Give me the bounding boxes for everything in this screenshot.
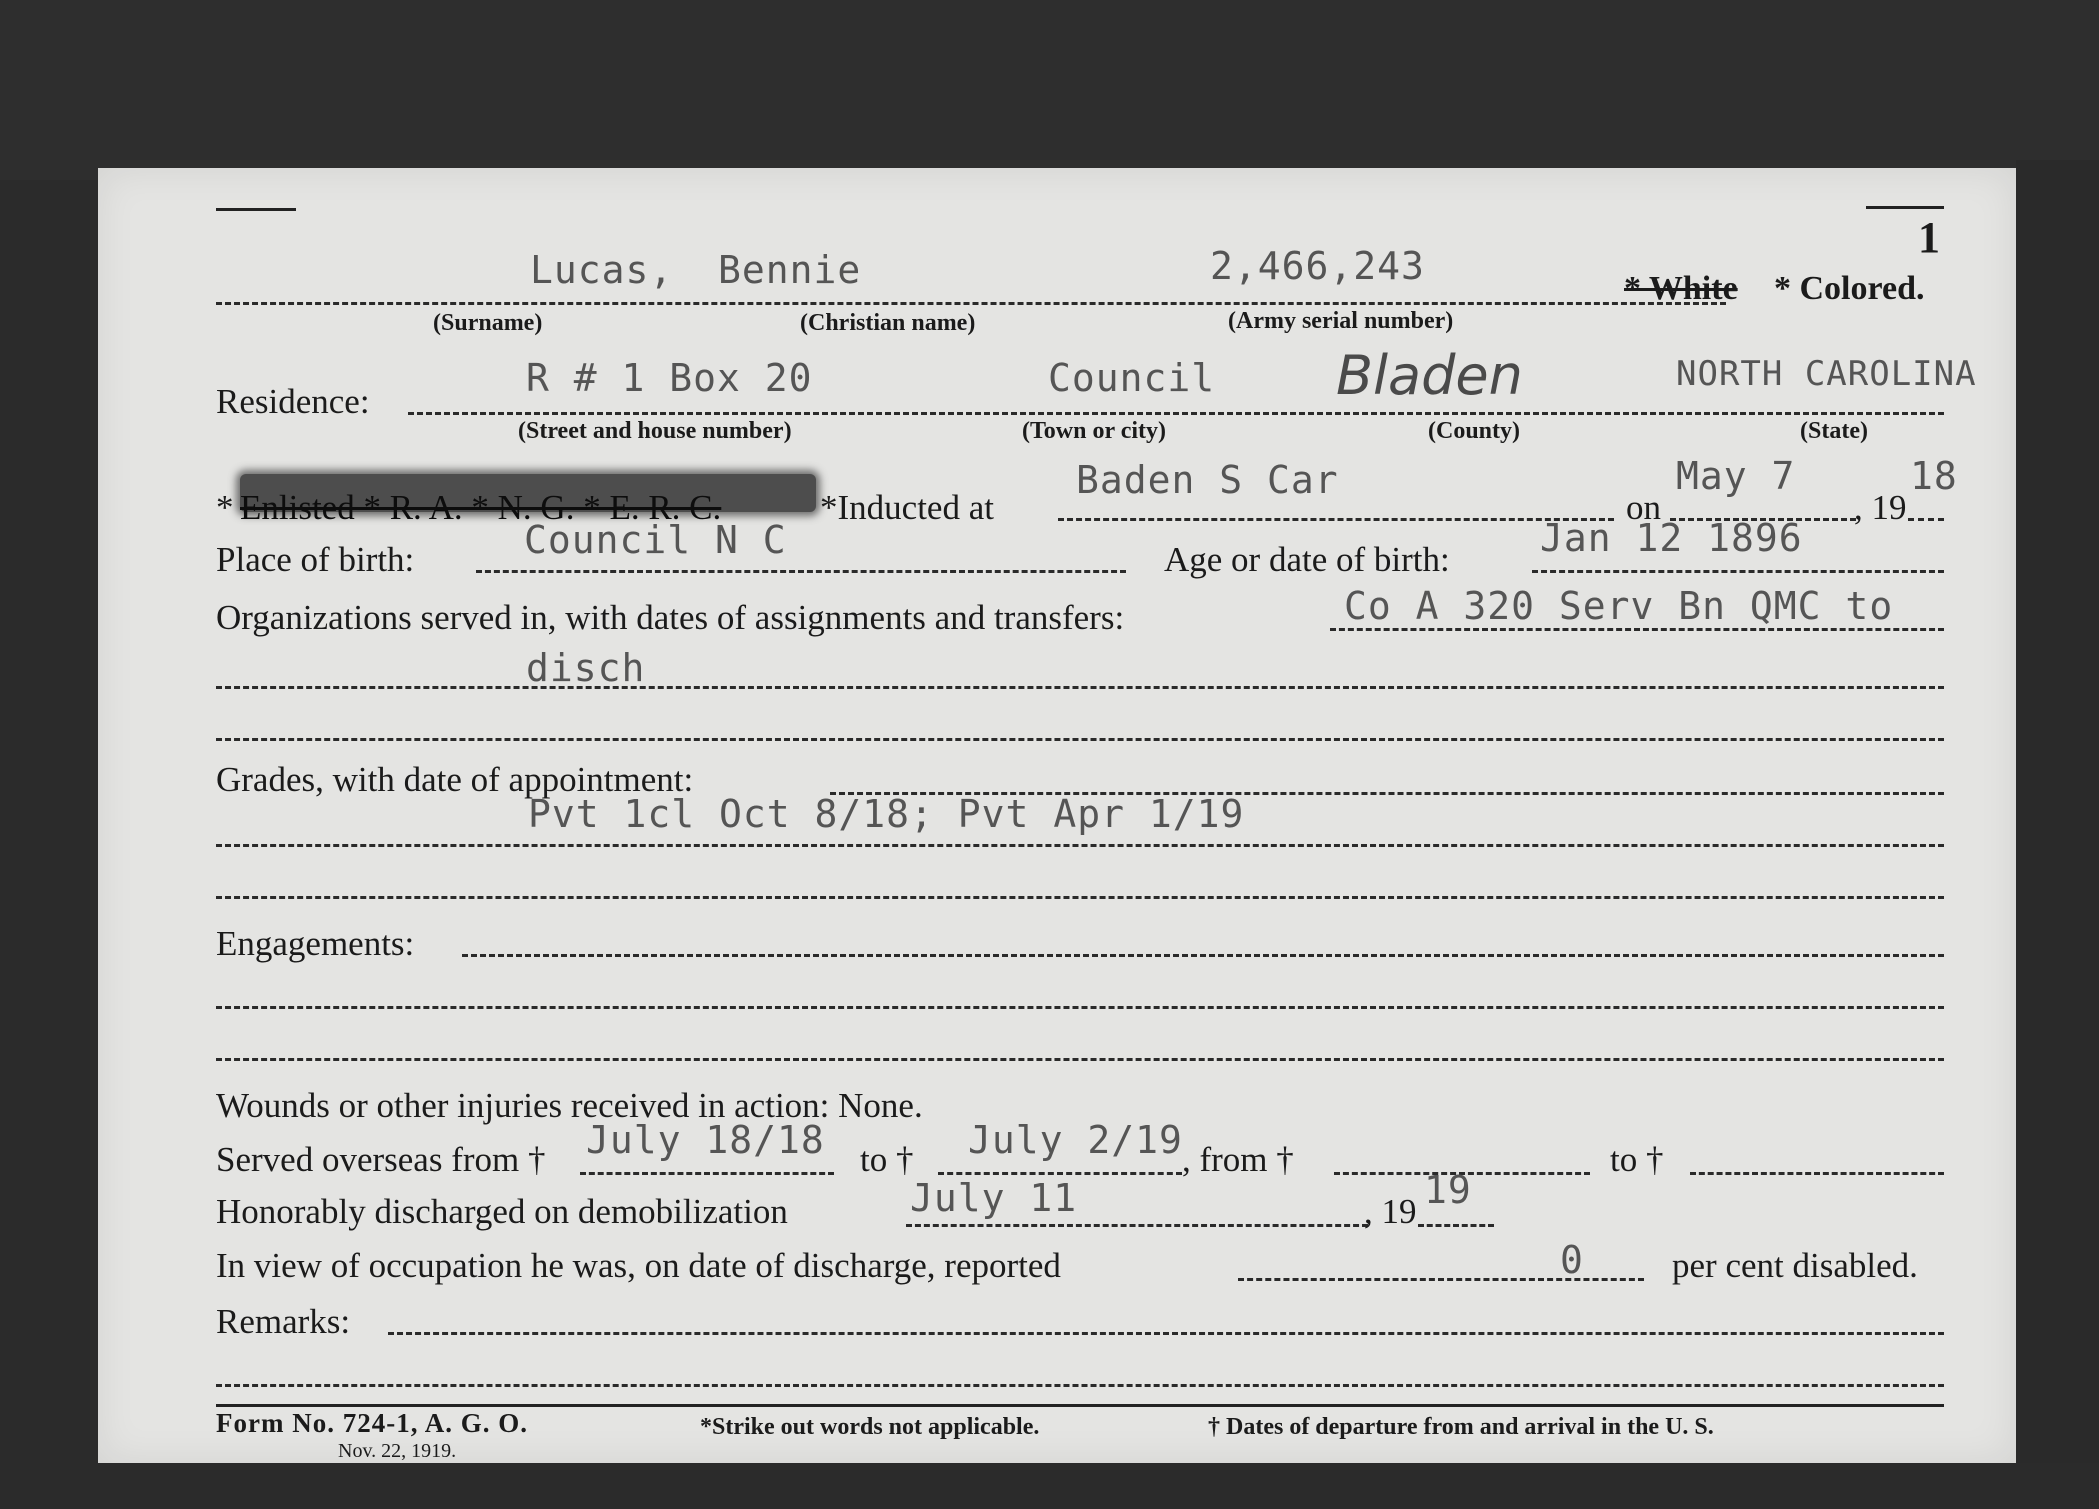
induction-year-line [1908, 518, 1944, 521]
residence-state-value: NORTH CAROLINA [1676, 354, 1977, 394]
form-number: Form No. 724-1, A. G. O. [216, 1408, 528, 1438]
remarks-label: Remarks: [216, 1302, 351, 1341]
organizations-line2 [216, 686, 1944, 689]
county-caption: (County) [1428, 418, 1521, 444]
disability-percent-value: 0 [1560, 1238, 1584, 1282]
overseas-from-label: Served overseas from † [216, 1140, 546, 1179]
strike-note: *Strike out words not applicable. [700, 1414, 1040, 1440]
organizations-line1 [1330, 628, 1944, 631]
birth-date-value: Jan 12 1896 [1540, 516, 1803, 560]
card-number: 1 [1918, 213, 1940, 262]
street-caption: (Street and house number) [518, 418, 792, 444]
engagements-label: Engagements: [216, 924, 415, 963]
place-of-birth-line [476, 570, 1126, 573]
overseas-from2-label: , from † [1182, 1140, 1294, 1179]
residence-county-value: Bladen [1336, 344, 1523, 407]
christian-name-value: Bennie [718, 248, 862, 292]
form-date: Nov. 22, 1919. [338, 1440, 457, 1462]
state-caption: (State) [1800, 418, 1868, 444]
footer-rule [216, 1404, 1944, 1407]
residence-town-value: Council [1048, 356, 1216, 400]
disability-label: In view of occupation he was, on date of discharge, reported [216, 1246, 1061, 1285]
town-caption: (Town or city) [1022, 418, 1166, 444]
on-label: on [1626, 488, 1661, 527]
overseas-to-label: to † [860, 1140, 914, 1179]
overseas-to2-label: to † [1610, 1140, 1664, 1179]
race-colored: * Colored. [1774, 270, 1925, 307]
surname-caption: (Surname) [433, 310, 543, 336]
name-line [216, 302, 1726, 305]
overseas-to2-line [1690, 1172, 1944, 1175]
discharge-year-value: 19 [1424, 1168, 1472, 1212]
engagements-line1 [462, 954, 1944, 957]
birth-date-label: Age or date of birth: [1164, 540, 1450, 579]
scan-background-right [2016, 160, 2099, 1470]
place-of-birth-value: Council N C [524, 518, 787, 562]
discharge-label: Honorably discharged on demobilization [216, 1192, 788, 1231]
service-record-card [98, 168, 2016, 1463]
inducted-at-label: *Inducted at [820, 488, 994, 527]
organizations-line3 [216, 738, 1944, 741]
grades-value: Pvt 1cl Oct 8/18; Pvt Apr 1/19 [528, 792, 1245, 836]
race-white: * White [1624, 270, 1738, 307]
serial-number-value: 2,466,243 [1210, 244, 1425, 288]
dagger-note: † Dates of departure from and arrival in the U. S. [1208, 1414, 1714, 1440]
corner-rule-left [216, 208, 296, 211]
overseas-from-line [580, 1172, 834, 1175]
induction-date-value: May 7 [1676, 454, 1796, 498]
birth-date-line [1532, 570, 1944, 573]
engagements-line3 [216, 1058, 1944, 1061]
induction-year-prefix: , 19 [1854, 488, 1907, 527]
overseas-to-value: July 2/19 [968, 1118, 1183, 1162]
christian-name-caption: (Christian name) [800, 310, 976, 336]
grades-label: Grades, with date of appointment: [216, 760, 694, 799]
organizations-line2-value: disch [526, 646, 646, 690]
discharge-date-line [906, 1224, 1368, 1227]
discharge-date-value: July 11 [910, 1176, 1078, 1220]
organizations-line1-value: Co A 320 Serv Bn QMC to [1344, 584, 1894, 628]
inducted-place-line [1058, 518, 1614, 521]
induction-year-value: 18 [1910, 454, 1958, 498]
overseas-from-value: July 18/18 [586, 1118, 825, 1162]
serial-number-caption: (Army serial number) [1228, 308, 1454, 334]
grades-line3 [216, 896, 1944, 899]
enlisted-options: Enlisted * R. A. * N. G. * E. R. C. [240, 488, 722, 527]
engagements-line2 [216, 1006, 1944, 1009]
remarks-line2 [216, 1384, 1944, 1387]
disability-suffix: per cent disabled. [1672, 1246, 1918, 1285]
inducted-place-value: Baden S Car [1076, 458, 1339, 502]
wounds-text: Wounds or other injuries received in action: None. [216, 1086, 923, 1125]
induction-star: * [216, 488, 234, 527]
grades-line2 [216, 844, 1944, 847]
corner-rule-right [1866, 206, 1944, 209]
overseas-to-line [938, 1172, 1182, 1175]
discharge-year-line [1418, 1224, 1494, 1227]
residence-line [408, 412, 1944, 415]
scan-background-bottom [0, 1463, 2099, 1509]
scan-background-top [0, 0, 2099, 180]
surname-value: Lucas, [530, 248, 674, 292]
organizations-label: Organizations served in, with dates of assignments and transfers: [216, 598, 1125, 637]
place-of-birth-label: Place of birth: [216, 540, 415, 579]
remarks-line1 [388, 1332, 1944, 1335]
residence-label: Residence: [216, 382, 370, 421]
residence-street-value: R # 1 Box 20 [526, 356, 813, 400]
discharge-year-prefix: , 19 [1364, 1192, 1417, 1231]
